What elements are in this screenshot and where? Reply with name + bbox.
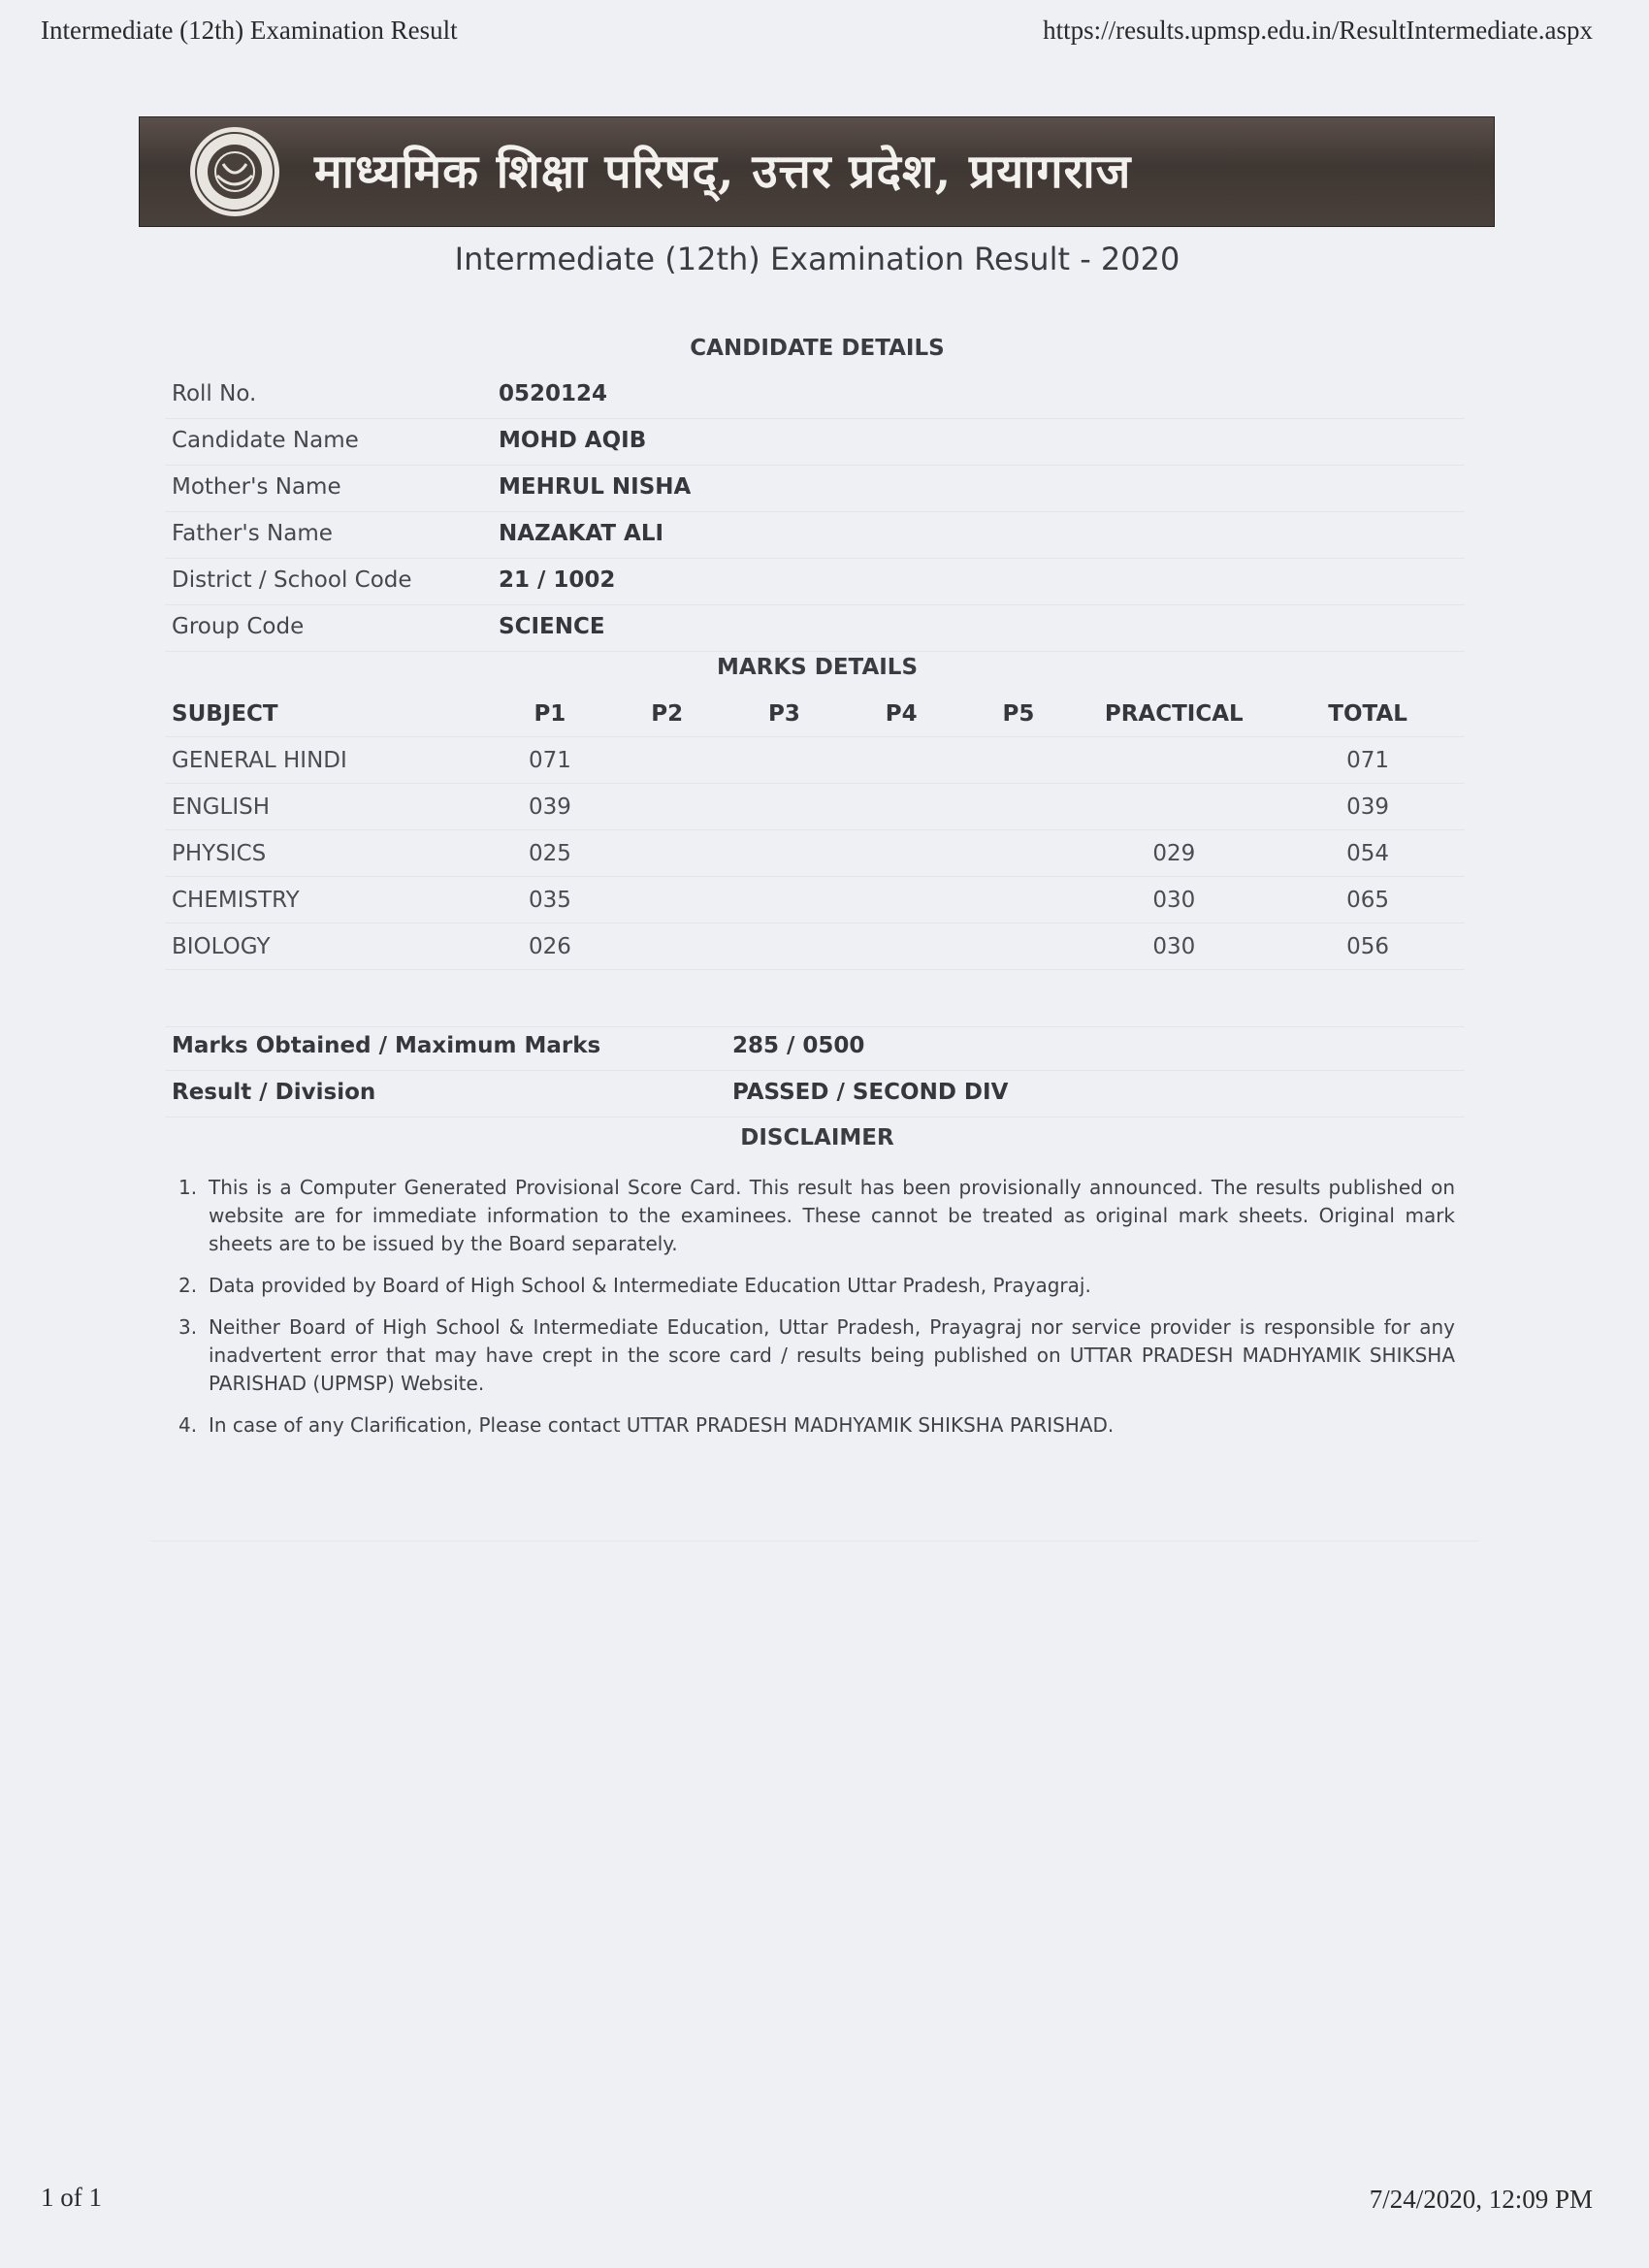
disclaimer-text: Data provided by Board of High School & Intermediate Education Uttar Pradesh, Prayagraj.: [209, 1274, 1091, 1297]
mother-name-label: Mother's Name: [172, 474, 341, 500]
table-row: [165, 737, 1465, 784]
p3-cell: [726, 784, 843, 830]
board-emblem-icon: [188, 125, 281, 218]
candidate-details-heading: CANDIDATE DETAILS: [690, 336, 945, 361]
col-practical: PRACTICAL: [1077, 691, 1271, 737]
p5-cell: [960, 923, 1078, 970]
total-cell: 039: [1271, 784, 1465, 830]
p4-cell: [843, 877, 960, 923]
divider: [150, 1540, 1479, 1541]
p5-cell: [960, 737, 1078, 784]
table-row: [165, 830, 1465, 877]
p4-cell: [843, 830, 960, 877]
roll-value: 0520124: [499, 381, 608, 406]
col-subject: SUBJECT: [165, 691, 492, 737]
group-code-value: SCIENCE: [499, 614, 605, 639]
marks-header-row: [165, 691, 1465, 737]
p2-cell: [608, 737, 726, 784]
marks-details-heading: MARKS DETAILS: [716, 655, 919, 680]
print-page-count: 1 of 1: [41, 2183, 102, 2212]
p1-cell: 035: [492, 877, 609, 923]
list-number: 1.: [178, 1176, 198, 1199]
subject-cell: PHYSICS: [165, 830, 492, 877]
list-number: 3.: [178, 1315, 198, 1339]
practical-cell: [1077, 737, 1271, 784]
candidate-row-group: [165, 605, 1465, 652]
page-title: Intermediate (12th) Examination Result - 2020: [454, 241, 1180, 277]
subject-cell: CHEMISTRY: [165, 877, 492, 923]
print-timestamp: 7/24/2020, 12:09 PM: [1369, 2185, 1593, 2214]
table-spacer-row: [165, 970, 1465, 1027]
result-summary: [165, 1024, 1465, 1118]
subject-cell: ENGLISH: [165, 784, 492, 830]
candidate-details-table: [165, 373, 1465, 652]
p3-cell: [726, 737, 843, 784]
mother-name-value: MEHRUL NISHA: [499, 474, 692, 500]
col-p4: P4: [843, 691, 960, 737]
father-name-label: Father's Name: [172, 521, 333, 546]
p5-cell: [960, 830, 1078, 877]
total-cell: 065: [1271, 877, 1465, 923]
p1-cell: 039: [492, 784, 609, 830]
p3-cell: [726, 923, 843, 970]
list-number: 4.: [178, 1413, 198, 1437]
candidate-row-father: [165, 512, 1465, 559]
board-banner: [139, 116, 1495, 227]
marks-table: [165, 691, 1465, 1027]
col-p2: P2: [608, 691, 726, 737]
practical-cell: [1077, 784, 1271, 830]
subject-cell: BIOLOGY: [165, 923, 492, 970]
col-total: TOTAL: [1271, 691, 1465, 737]
p1-cell: 026: [492, 923, 609, 970]
p3-cell: [726, 877, 843, 923]
list-item: [175, 1411, 1455, 1440]
disclaimer-text: In case of any Clarification, Please contact UTTAR PRADESH MADHYAMIK SHIKSHA PARISHAD.: [209, 1413, 1115, 1437]
p4-cell: [843, 923, 960, 970]
print-header-title: Intermediate (12th) Examination Result: [41, 16, 458, 45]
board-name-hindi: माध्यमिक शिक्षा परिषद्, उत्तर प्रदेश, प्रयागराज: [314, 145, 1132, 199]
list-item: [175, 1313, 1455, 1398]
marks-obtained-label: Marks Obtained / Maximum Marks: [172, 1033, 601, 1058]
disclaimer-heading: DISCLAIMER: [740, 1125, 894, 1150]
total-cell: 071: [1271, 737, 1465, 784]
district-school-label: District / School Code: [172, 567, 412, 593]
subject-cell: GENERAL HINDI: [165, 737, 492, 784]
candidate-row-district: [165, 559, 1465, 605]
result-division-label: Result / Division: [172, 1080, 376, 1105]
p5-cell: [960, 784, 1078, 830]
p2-cell: [608, 877, 726, 923]
disclaimer-list: [175, 1174, 1455, 1453]
p4-cell: [843, 784, 960, 830]
practical-cell: 030: [1077, 923, 1271, 970]
p2-cell: [608, 923, 726, 970]
candidate-name-value: MOHD AQIB: [499, 428, 647, 453]
col-p3: P3: [726, 691, 843, 737]
father-name-value: NAZAKAT ALI: [499, 521, 664, 546]
practical-cell: 030: [1077, 877, 1271, 923]
p2-cell: [608, 830, 726, 877]
total-cell: 054: [1271, 830, 1465, 877]
p2-cell: [608, 784, 726, 830]
table-row: [165, 784, 1465, 830]
table-row: [165, 923, 1465, 970]
table-row: [165, 877, 1465, 923]
group-code-label: Group Code: [172, 614, 305, 639]
disclaimer-text: Neither Board of High School & Intermediate Education, Uttar Pradesh, Prayagraj nor service provider is responsible for any inadvertent error that may have crept in the score card / results being published on UTTAR PRADESH MADHYAMIK SHIKSHA PARISHAD (UPMSP) Website.: [209, 1315, 1455, 1395]
col-p5: P5: [960, 691, 1078, 737]
marks-obtained-value: 285 / 0500: [732, 1033, 865, 1058]
list-item: [175, 1174, 1455, 1258]
p5-cell: [960, 877, 1078, 923]
total-cell: 056: [1271, 923, 1465, 970]
p3-cell: [726, 830, 843, 877]
col-p1: P1: [492, 691, 609, 737]
candidate-name-label: Candidate Name: [172, 428, 359, 453]
p1-cell: 071: [492, 737, 609, 784]
p4-cell: [843, 737, 960, 784]
print-header-url: https://results.upmsp.edu.in/ResultIntermediate.aspx: [1043, 16, 1593, 45]
list-number: 2.: [178, 1274, 198, 1297]
district-school-value: 21 / 1002: [499, 567, 616, 593]
roll-label: Roll No.: [172, 381, 257, 406]
result-division-row: [165, 1071, 1465, 1118]
result-division-value: PASSED / SECOND DIV: [732, 1080, 1009, 1105]
candidate-row-mother: [165, 466, 1465, 512]
disclaimer-text: This is a Computer Generated Provisional Score Card. This result has been provisionally announced. The results published on website are for immediate information to the examinees. These cannot be treated as original mark sheets. Original mark sheets are to be issued by the Board separately.: [209, 1176, 1455, 1255]
list-item: [175, 1272, 1455, 1300]
p1-cell: 025: [492, 830, 609, 877]
practical-cell: 029: [1077, 830, 1271, 877]
candidate-row-name: [165, 419, 1465, 466]
marks-obtained-row: [165, 1024, 1465, 1071]
candidate-row-roll: [165, 373, 1465, 419]
